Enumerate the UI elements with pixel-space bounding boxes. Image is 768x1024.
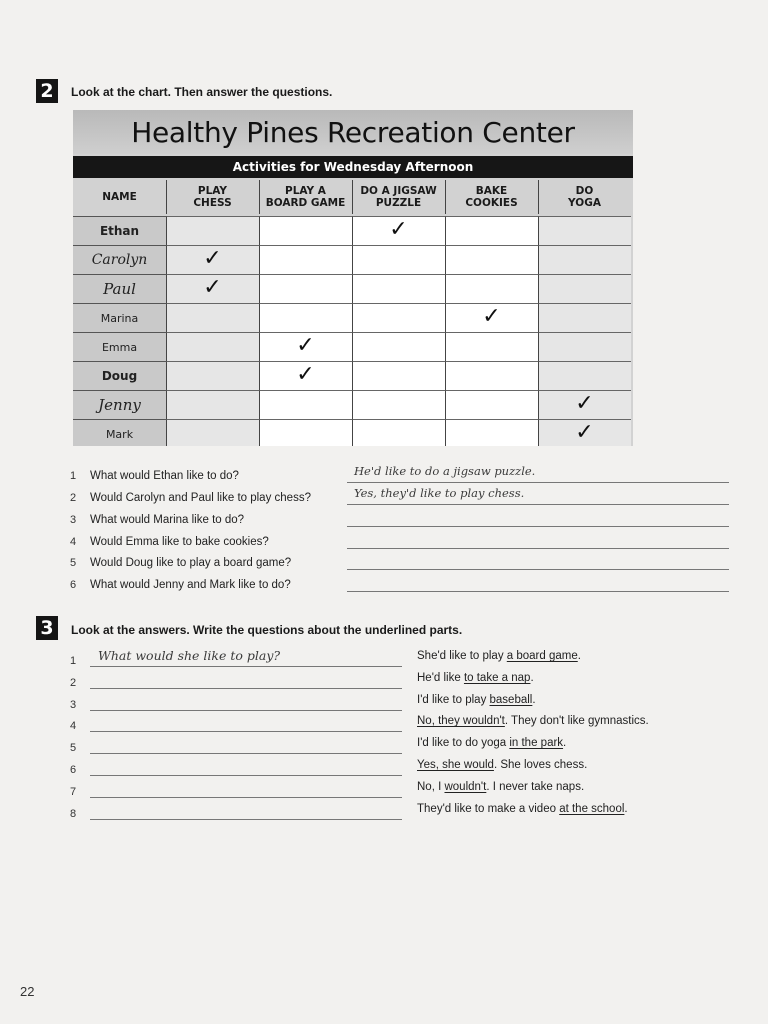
question-text: What would Jenny and Mark like to do? (90, 579, 291, 591)
column-divider (445, 180, 446, 214)
grid-cell (259, 274, 352, 303)
item-number: 3 (70, 699, 77, 711)
grid-cell (352, 245, 445, 274)
question-write-line (90, 688, 402, 689)
answer-line (347, 482, 729, 483)
grid-cell (166, 303, 259, 332)
column-header-label (193, 185, 231, 209)
item-number: 6 (70, 764, 77, 776)
column-header (538, 180, 631, 214)
grid-cell (445, 419, 538, 446)
grid-cell (352, 390, 445, 419)
column-header-label (266, 185, 346, 209)
grid-cell (166, 361, 259, 390)
given-answer (417, 781, 584, 793)
answer-part: They'd like to make a video (417, 803, 560, 815)
grid-cell (259, 390, 352, 419)
given-answer (417, 737, 566, 749)
chart-subtitle: Activities for Wednesday Afternoon (73, 156, 633, 178)
question-write-line (90, 797, 402, 798)
chart-title: Healthy Pines Recreation Center (73, 110, 633, 154)
column-header-label (568, 185, 601, 209)
question-text: Would Doug like to play a board game? (90, 557, 292, 569)
grid-cell (352, 419, 445, 446)
underlined-part: in the park (509, 737, 564, 749)
checkmark-icon: ✓ (389, 217, 408, 242)
answer-part: . (563, 737, 567, 749)
grid-cell (166, 216, 259, 245)
grid-cell (166, 332, 259, 361)
row-name-cell: Emma (73, 332, 166, 361)
grid-cell (538, 216, 631, 245)
given-answer (417, 694, 536, 706)
column-header-line-2: YOGA (568, 197, 601, 209)
answer-part: . (577, 650, 581, 662)
written-question: What would she like to play? (98, 648, 281, 663)
grid-cell (445, 245, 538, 274)
checkmark-icon: ✓ (203, 275, 222, 300)
grid-cell (259, 216, 352, 245)
checkmark-icon: ✓ (575, 391, 594, 416)
section-3-number-badge: 3 (36, 616, 58, 640)
column-header-label (360, 185, 436, 209)
item-number: 1 (70, 655, 77, 667)
answer-line (347, 504, 729, 505)
underlined-part: to take a nap (463, 672, 531, 684)
question-number: 1 (70, 470, 77, 482)
answer-part: . I never take naps. (486, 781, 585, 793)
underlined-part: No, they wouldn't (417, 715, 505, 727)
section-2-instruction: Look at the chart. Then answer the questions. (71, 85, 333, 99)
grid-cell (538, 332, 631, 361)
section-3-instruction: Look at the answers. Write the questions about the underlined parts. (71, 623, 463, 637)
row-name-cell: Ethan (73, 216, 166, 245)
answer-line (347, 569, 729, 570)
answer-part: He'd like (417, 672, 464, 684)
question-write-line (90, 666, 402, 667)
item-number: 5 (70, 742, 77, 754)
column-divider (166, 180, 167, 214)
written-answer: Yes, they'd like to play chess. (354, 486, 525, 500)
grid-cell (445, 274, 538, 303)
grid-cell (352, 361, 445, 390)
question-number: 3 (70, 514, 77, 526)
column-header-line-1: NAME (102, 191, 137, 203)
grid-cell (445, 332, 538, 361)
question-text: What would Ethan like to do? (90, 470, 239, 482)
grid-cell (538, 274, 631, 303)
answer-part: . They don't like gymnastics. (504, 715, 649, 727)
question-number: 4 (70, 536, 77, 548)
column-header-line-1: DO A JIGSAW (360, 185, 437, 197)
row-name-cell: Jenny (73, 390, 166, 419)
answer-part: No, I (417, 781, 445, 793)
column-header-line-2: BOARD GAME (265, 197, 346, 209)
answer-line (347, 548, 729, 549)
answer-part: I'd like to do yoga (417, 737, 510, 749)
answer-part: . (530, 672, 534, 684)
item-number: 8 (70, 808, 77, 820)
grid-cell (259, 245, 352, 274)
answer-part: . (532, 694, 536, 706)
answer-part: . She loves chess. (493, 759, 588, 771)
column-header-line-2: CHESS (193, 197, 232, 209)
column-header-line-1: BAKE (475, 185, 508, 197)
grid-cell (445, 216, 538, 245)
given-answer (417, 650, 581, 662)
row-name-cell: Marina (73, 303, 166, 332)
underlined-part: baseball (489, 694, 533, 706)
column-header (445, 180, 538, 214)
column-header-line-1: PLAY A (285, 185, 326, 197)
grid-cell (445, 361, 538, 390)
question-text: What would Marina like to do? (90, 514, 245, 526)
question-number: 6 (70, 579, 77, 591)
column-header (352, 180, 445, 214)
grid-cell (352, 303, 445, 332)
grid-cell (538, 303, 631, 332)
question-text: Would Carolyn and Paul like to play chess? (90, 492, 311, 504)
checkmark-icon: ✓ (296, 362, 315, 387)
given-answer (417, 672, 534, 684)
item-number: 2 (70, 677, 77, 689)
underlined-part: Yes, she would (417, 759, 494, 771)
grid-cell (259, 419, 352, 446)
column-header-label (465, 185, 517, 209)
question-write-line (90, 753, 402, 754)
row-name-cell: Paul (73, 274, 166, 303)
grid-cell (352, 332, 445, 361)
column-divider (538, 180, 539, 214)
column-header (73, 180, 166, 214)
answer-line (347, 591, 729, 592)
column-header (259, 180, 352, 214)
item-number: 4 (70, 720, 77, 732)
column-divider (352, 180, 353, 214)
column-header-line-1: DO (575, 185, 594, 197)
column-header-line-1: PLAY (197, 185, 228, 197)
underlined-part: a board game (506, 650, 578, 662)
question-text: Would Emma like to bake cookies? (90, 536, 269, 548)
column-header (166, 180, 259, 214)
underlined-part: at the school (559, 803, 625, 815)
row-name-cell: Carolyn (73, 245, 166, 274)
question-number: 5 (70, 557, 77, 569)
checkmark-icon: ✓ (296, 333, 315, 358)
column-divider (259, 180, 260, 214)
checkmark-icon: ✓ (482, 304, 501, 329)
page-number: 22 (20, 984, 35, 999)
item-number: 7 (70, 786, 77, 798)
question-write-line (90, 819, 402, 820)
section-2-number-badge: 2 (36, 79, 58, 103)
answer-part: She'd like to play (417, 650, 507, 662)
answer-part: . (624, 803, 628, 815)
column-header-line-2: PUZZLE (375, 197, 422, 209)
activities-chart (73, 110, 633, 446)
row-name-cell: Doug (73, 361, 166, 390)
grid-cell (538, 361, 631, 390)
grid-cell (445, 390, 538, 419)
row-name-cell: Mark (73, 419, 166, 446)
question-write-line (90, 775, 402, 776)
grid-cell (166, 419, 259, 446)
given-answer (417, 715, 649, 727)
grid-cell (352, 274, 445, 303)
grid-cell (259, 303, 352, 332)
given-answer (417, 803, 628, 815)
grid-cell (166, 390, 259, 419)
column-header-label (102, 191, 137, 203)
question-write-line (90, 731, 402, 732)
underlined-part: wouldn't (444, 781, 487, 793)
answer-part: I'd like to play (417, 694, 490, 706)
answer-line (347, 526, 729, 527)
given-answer (417, 759, 587, 771)
question-number: 2 (70, 492, 77, 504)
checkmark-icon: ✓ (575, 420, 594, 445)
grid-cell (538, 245, 631, 274)
column-header-line-2: COOKIES (465, 197, 518, 209)
question-write-line (90, 710, 402, 711)
checkmark-icon: ✓ (203, 246, 222, 271)
written-answer: He'd like to do a jigsaw puzzle. (354, 464, 536, 478)
